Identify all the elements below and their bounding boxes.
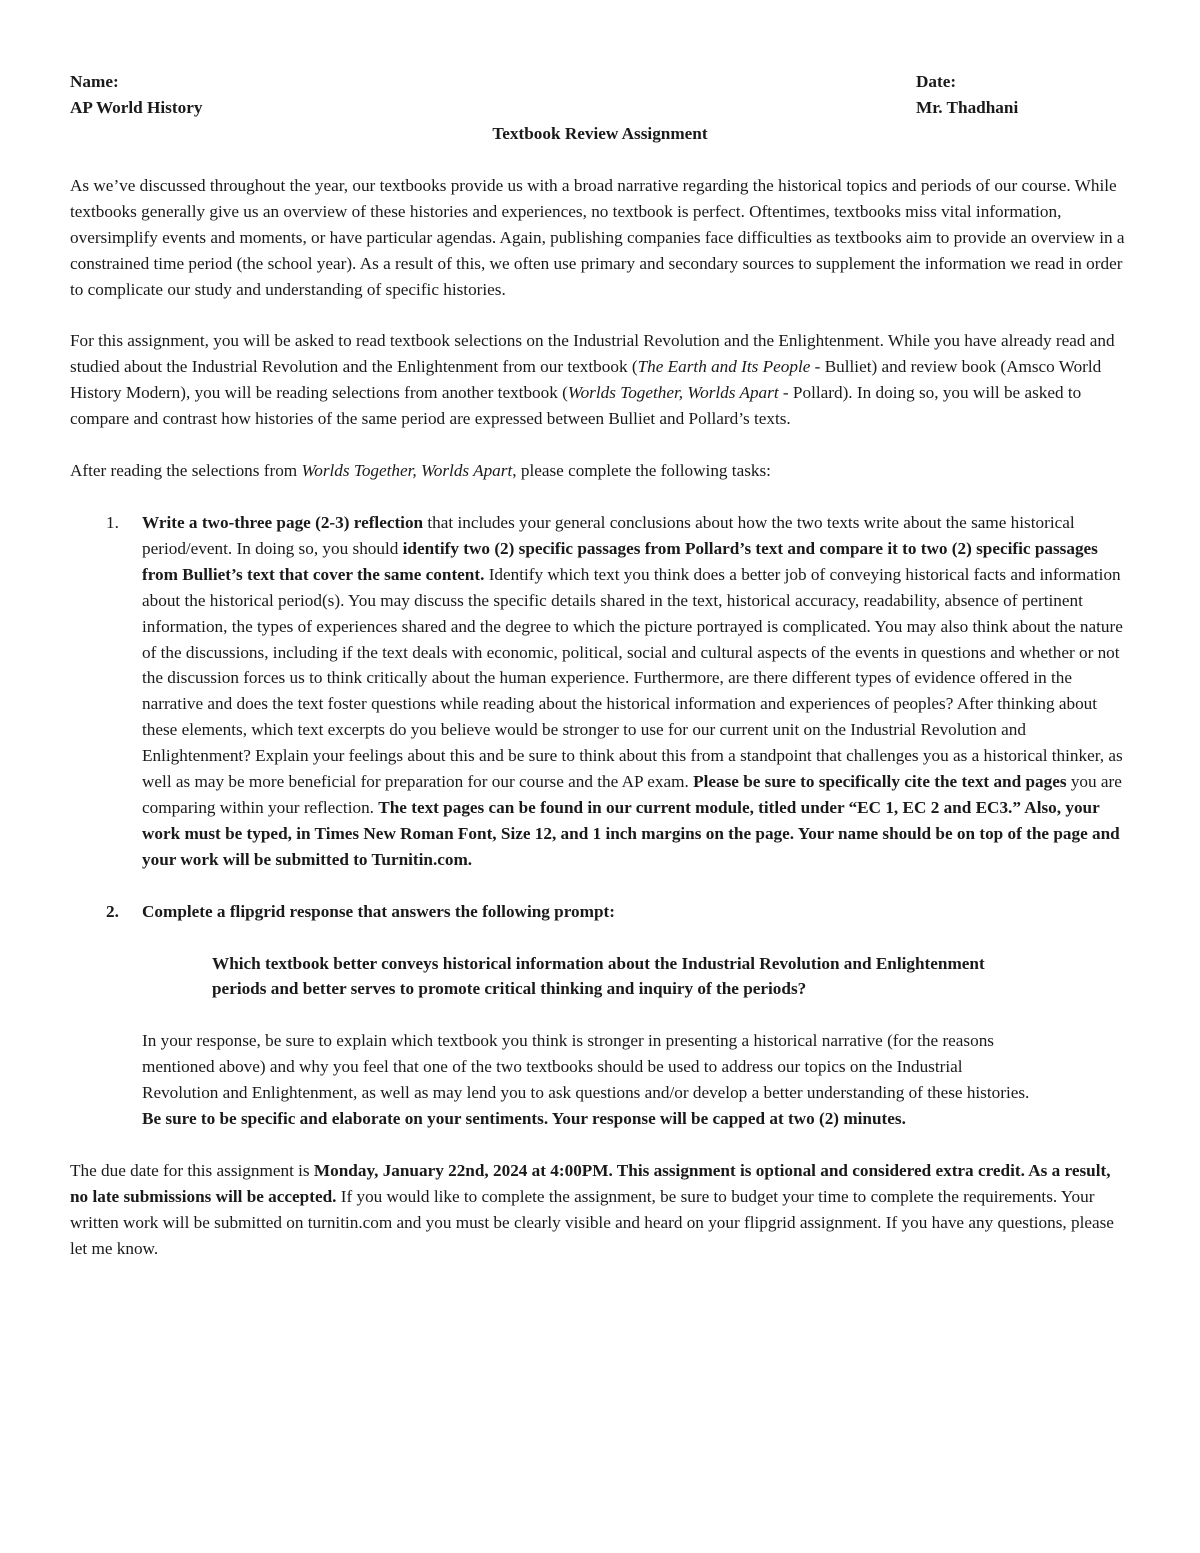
task-number-2: 2.	[106, 901, 119, 921]
name-label: Name:	[70, 72, 119, 91]
intro-p3-text-b: , please complete the following tasks:	[512, 461, 771, 481]
task1-text-6: you are comparing within your reflection.	[142, 772, 1122, 817]
intro-p3-text-a: After reading the selections from	[70, 461, 302, 481]
closing-paragraph	[70, 1158, 1132, 1262]
task1-text-4: Identify which text you think does a better job of conveying historical facts and information about the historical period(s). You may discuss the specific details shared in the text, historical accuracy, readability, absence of pertinent information, the types of experiences shared and the degree to which the picture portrayed is complicated. You may also think about the nature of the discussions, including if the text deals with economic, political, social and cultural aspects of the events in questions and whether or not the discussion forces us to think critically about the human experience. Furthermore, are there different types of evidence offered in the narrative and does the text foster questions while reading about the historical information and experiences of peoples? After thinking about these elements, which text excerpts do you believe would be stronger to use for our current unit on the Industrial Revolution and Enlightenment? Explain your feelings about this and be sure to think about this from a standpoint that challenges you as a historical thinker, as well as may be more beneficial for preparation for our course and the AP exam.	[142, 564, 1123, 792]
intro-paragraph-1: As we’ve discussed throughout the year, our textbooks provide us with a broad narrative regarding the historical topics and periods of our course. While textbooks generally give us an overview of these histories and experiences, no textbook is perfect. Oftentimes, textbooks miss vital information, oversimplify events and moments, or have particular agendas. Again, publishing companies face difficulties as textbooks aim to provide an overview in a constrained time period (the school year). As a result of this, we often use primary and secondary sources to supplement the information we read in order to complicate our study and understanding of specific histories.	[70, 175, 1125, 299]
flipgrid-prompt: Which textbook better conveys historical information about the Industrial Revolution and Enlightenment periods and better serves to promote critical thinking and inquiry of the periods?	[212, 953, 985, 999]
task2-response-text: In your response, be sure to explain which textbook you think is stronger in presenting a historical narrative (for the reasons mentioned above) and why you feel that one of the two textbooks should be used to address our topics on the Industrial Revolution and Enlightenment, as well as may lend you to ask questions and/or develop a better understanding of these histories.	[142, 1031, 1030, 1103]
task1-bold-7: The text pages can be found in our current module, titled under “EC 1, EC 2 and EC3.” Also, your work must be typed, in Times New Roman Font, Size 12, and 1 inch margins on the page. Your name should be on top of the page and your work will be submitted to Turnitin.com.	[142, 797, 1120, 869]
intro-p2-text-c: - Pollard). In doing so, you will be asked to compare and contrast how histories of the same period are expressed between Bulliet and Pollard’s texts.	[70, 383, 1082, 429]
page-title: Textbook Review Assignment	[492, 124, 708, 143]
book-title-bulliet: The Earth and Its People	[637, 357, 811, 377]
task2-response-bold: Be sure to be specific and elaborate on your sentiments. Your response will be capped at two (2) minutes.	[142, 1109, 906, 1129]
book-title-pollard-2: Worlds Together, Worlds Apart	[301, 461, 513, 481]
task2-heading: Complete a flipgrid response that answers the following prompt:	[142, 901, 615, 921]
task1-text-2: that includes your general conclusions about how the two texts write about the same historical period/event. In doing so, you should	[142, 512, 1075, 558]
task-list	[70, 510, 1132, 1132]
date-label: Date:	[916, 72, 957, 91]
teacher-name: Mr. Thadhani	[916, 98, 1019, 117]
header-row-2	[70, 95, 1132, 121]
intro-p2-text-a: For this assignment, you will be asked to read textbook selections on the Industrial Revolution and the Enlightenment. While you have already read and studied about the Industrial Revolution and the Enlightenment from our textbook (	[70, 331, 1115, 377]
book-title-pollard: Worlds Together, Worlds Apart	[567, 383, 779, 403]
task1-bold-1: Write a two-three page (2-3) reflection	[142, 512, 424, 532]
task1-bold-3: identify two (2) specific passages from Pollard’s text and compare it to two (2) specific passages from Bulliet’s text that cover the same content.	[142, 538, 1098, 584]
task-item-2	[70, 899, 1132, 1132]
task1-bold-5: Please be sure to specifically cite the text and pages	[693, 772, 1067, 792]
assignment-page	[70, 69, 1132, 1262]
closing-text-b: If you would like to complete the assignment, be sure to budget your time to complete the requirements. Your written work will be submitted on turnitin.com and you must be clearly visible and heard on your flipgrid assignment. If you have any questions, please let me know.	[70, 1186, 1114, 1258]
intro-p2-text-b: - Bulliet) and review book (Amsco World History Modern), you will be reading selections from another textbook (	[70, 357, 1102, 403]
task-number-1: 1.	[106, 512, 119, 532]
closing-text-a: The due date for this assignment is	[70, 1161, 314, 1180]
due-date-notice: Monday, January 22nd, 2024 at 4:00PM. This assignment is optional and considered extra credit. As a result, no late submissions will be accepted.	[70, 1161, 1111, 1206]
intro-paragraph-3	[70, 458, 1132, 484]
task2-response-instructions	[142, 1028, 1042, 1132]
header-row-1	[70, 69, 1132, 95]
course-name: AP World History	[70, 98, 203, 117]
intro-paragraph-2	[70, 328, 1132, 432]
task-item-1	[70, 510, 1132, 873]
